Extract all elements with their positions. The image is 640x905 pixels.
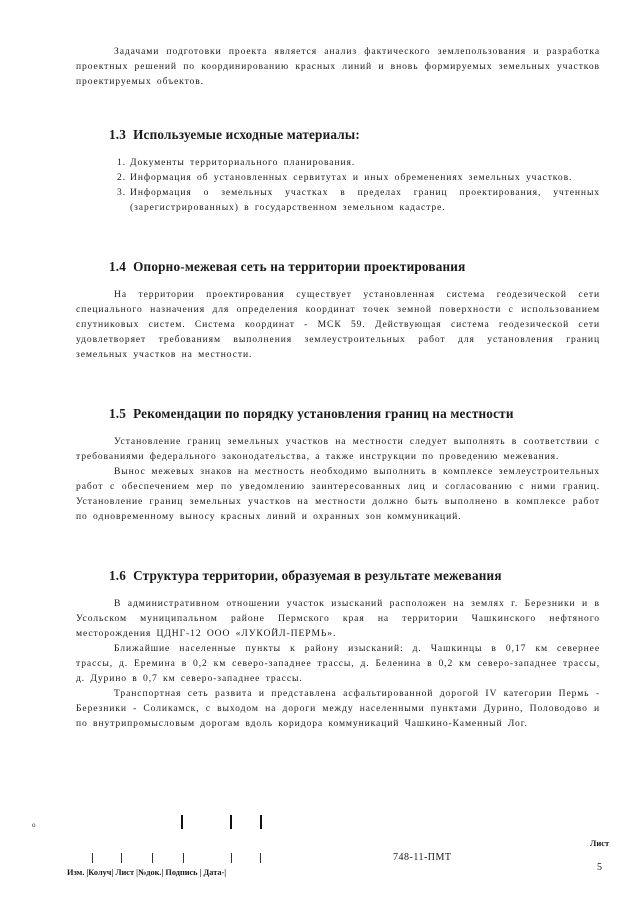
- body-paragraph: Вынос межевых знаков на местность необходимо выполнить в комплексе землеустроительных работ с обеспечением мер по уведомлению заинтересованных лиц и согласованию с ними границ. Установление границ земельных участков на местности должно быть выполнено в комплексе работ по одновременному выносу красных линий и охранных зон коммуникаций.: [76, 466, 600, 522]
- title-block-footer: [0, 815, 640, 905]
- section-heading: [76, 568, 600, 584]
- body-paragraph: Установление границ земельных участков на местности следует выполнять в соответствии с требованиями федерального законодательства, а также инструкции по проведению межевания.: [76, 436, 600, 462]
- section-title: Рекомендации по порядку установления границ на местности: [133, 406, 514, 421]
- document-page: [76, 40, 600, 731]
- section-number: 1.6: [109, 568, 127, 583]
- column-divider: [181, 815, 183, 829]
- list-item-text: Документы территориального планирования.: [130, 157, 356, 168]
- section-1-5: [76, 406, 600, 524]
- column-divider: [183, 853, 184, 863]
- column-divider: [231, 853, 232, 863]
- list-item-number: 3.: [117, 187, 126, 198]
- margin-mark: о: [32, 821, 36, 829]
- section-1-3: [76, 127, 600, 215]
- document-code: 748-11-ПМТ: [393, 852, 452, 863]
- list-item-text: Информация о земельных участках в пределах границ проектирования, учтенных (зарегистрированных) в государственном земельном кадастре.: [130, 187, 600, 213]
- section-heading: [76, 259, 600, 275]
- list-item-number: 1.: [117, 157, 126, 168]
- intro-paragraph: Задачами подготовки проекта является анализ фактического землепользования и разработка проектных решений по координированию красных линий и вновь формируемых земельных участков проектируемых объектов.: [76, 46, 600, 87]
- section-1-4: [76, 259, 600, 362]
- sheet-number: 5: [597, 862, 602, 873]
- list-item-text: Информация об установленных сервитутах и иных обременениях земельных участков.: [130, 172, 573, 183]
- body-paragraph: Ближайшие населенные пункты к району изысканий: д. Чашкинцы в 0,17 км севернее трассы, д. Еремина в 0,2 км северо-западнее трассы, д. Беленина в 0,2 км северо-западнее трассы, д. Дурино в 0,7 км северо-западнее трассы.: [76, 643, 600, 684]
- list-item-number: 2.: [117, 172, 126, 183]
- sheet-label: Лист: [590, 838, 610, 848]
- section-number: 1.5: [109, 406, 127, 421]
- list-item: [76, 185, 600, 215]
- section-title: Используемые исходные материалы:: [133, 127, 360, 142]
- column-divider: [230, 815, 232, 829]
- section-1-6: [76, 568, 600, 731]
- column-divider: [92, 853, 93, 863]
- section-title: Опорно-межевая сеть на территории проектирования: [133, 259, 466, 274]
- body-paragraph: В административном отношении участок изысканий расположен на землях г. Березники и в Усольском муниципальном районе Пермского края на территории Чашкинского нефтяного месторождения ЦДНГ-12 ООО «ЛУКОЙЛ-ПЕРМЬ».: [76, 598, 600, 639]
- body-paragraph: Транспортная сеть развита и представлена асфальтированной дорогой IV категории Пермь - Березники - Соликамск, с выходом на дороги между населенными пунктами Дурино, Половодово и по внутрипромысловым дорогам вдоль коридора коммуникаций Чашкино-Каменный Лог.: [76, 688, 600, 729]
- section-heading: [76, 406, 600, 422]
- column-divider: [152, 853, 153, 863]
- section-number: 1.3: [109, 127, 127, 142]
- list-item: [76, 155, 600, 170]
- column-divider: [260, 815, 262, 829]
- list-item: [76, 170, 600, 185]
- column-divider: [260, 853, 261, 863]
- stamp-column-headers: Изм. |Колуч| Лист |№док.| Подпись | Дата-|: [67, 868, 227, 877]
- source-materials-list: [76, 155, 600, 215]
- section-heading: [76, 127, 600, 143]
- section-number: 1.4: [109, 259, 127, 274]
- column-divider: [121, 853, 122, 863]
- body-paragraph: На территории проектирования существует установленная система геодезической сети специального назначения для определения координат точек земной поверхности с использованием спутниковых систем. Система координат - МСК 59. Действующая система геодезической сети удовлетворяет требованиям выполнения землеустроительных работ для установления границ земельных участков на местности.: [76, 289, 600, 360]
- section-title: Структура территории, образуемая в результате межевания: [133, 568, 502, 583]
